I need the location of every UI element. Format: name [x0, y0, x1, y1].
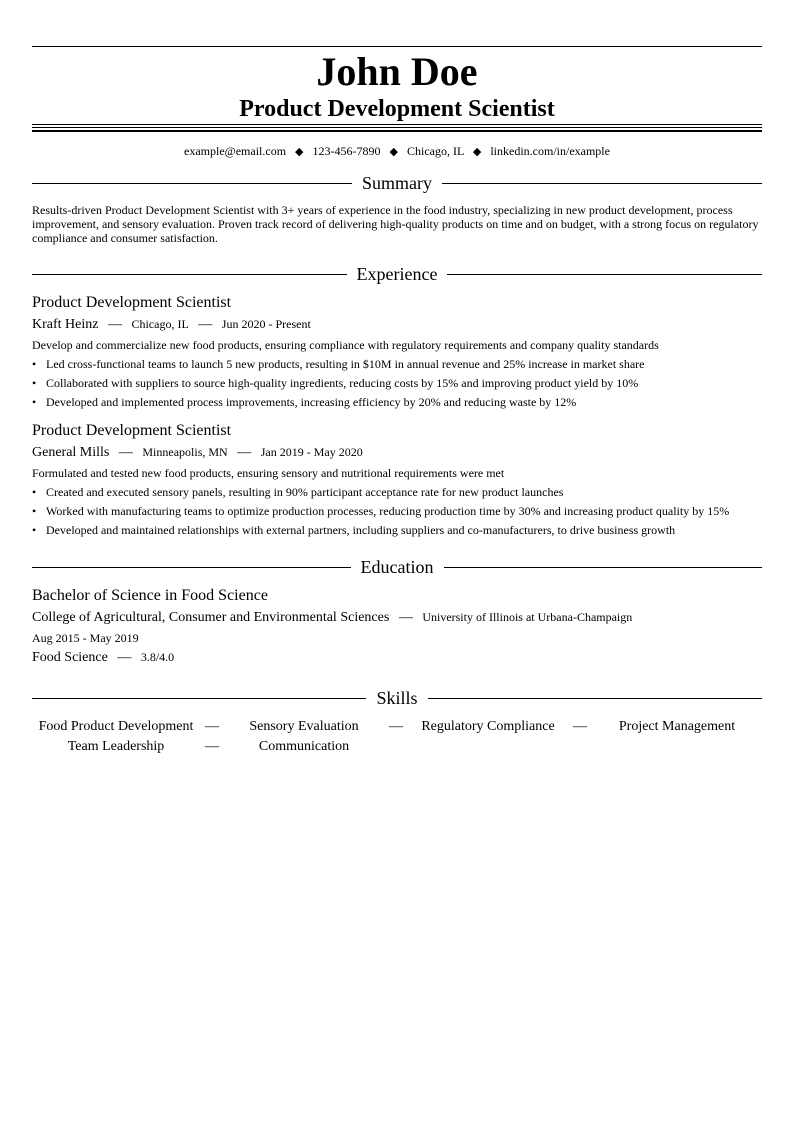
job-description: Develop and commercialize new food products, ensuring compliance with regulatory requirements and company quality standards	[32, 338, 659, 352]
job-bullets	[32, 356, 762, 410]
skill-item: Project Management	[618, 719, 736, 734]
bullet-icon: •	[32, 523, 37, 537]
dash-separator: —	[198, 317, 213, 332]
diamond-icon: ◆	[295, 146, 304, 158]
skill-item: Communication	[258, 739, 350, 754]
job-location: Chicago, IL	[131, 317, 189, 331]
bullet-text: Developed and implemented process improvements, increasing efficiency by 20% and reducing waste by 12%	[46, 395, 577, 409]
job-company: Kraft Heinz	[32, 317, 99, 332]
education-heading	[32, 556, 762, 578]
bullet-icon: •	[32, 485, 37, 499]
diamond-icon: ◆	[472, 146, 482, 158]
job-title: Product Development Scientist	[32, 422, 232, 439]
skill-item: Food Product Development	[38, 719, 194, 734]
job-meta	[32, 315, 762, 334]
job-entry	[32, 421, 762, 538]
job-location: Minneapolis, MN	[142, 445, 228, 459]
contact-phone[interactable]: 123-456-7890	[312, 144, 381, 158]
dash-separator: —	[237, 445, 252, 460]
bullet-icon: •	[32, 376, 37, 390]
dash-separator: —	[205, 739, 219, 754]
job-description: Formulated and tested new food products, ensuring sensory and nutritional requirements were met	[32, 466, 505, 480]
bullet-text: Collaborated with suppliers to source high-quality ingredients, reducing costs by 15% and improving product yield by 10%	[46, 376, 639, 390]
edu-school-line	[32, 608, 762, 627]
bullet-item	[32, 484, 762, 500]
skill-item: Regulatory Compliance	[421, 719, 555, 734]
diamond-icon: ◆	[389, 146, 398, 158]
summary-heading-label: Summary	[362, 173, 432, 193]
edu-university: University of Illinois at Urbana-Champaign	[422, 610, 633, 624]
dash-separator: —	[398, 610, 413, 625]
summary-heading	[32, 172, 762, 194]
job-meta	[32, 443, 762, 462]
skill-item: Sensory Evaluation	[249, 719, 359, 734]
education-heading-label: Education	[360, 557, 434, 577]
header-rules	[32, 124, 762, 132]
job-company: General Mills	[32, 445, 110, 460]
job-dates: Jun 2020 - Present	[221, 317, 311, 331]
skill-item: Team Leadership	[67, 739, 165, 754]
job-title: Product Development Scientist	[32, 294, 232, 311]
edu-major-line	[32, 648, 762, 667]
dash-separator: —	[205, 719, 219, 734]
dash-separator: —	[107, 317, 122, 332]
contact-email[interactable]: example@email.com	[184, 144, 287, 158]
edu-college: College of Agricultural, Consumer and Environmental Sciences	[32, 610, 390, 625]
bullet-text: Worked with manufacturing teams to optimize production processes, reducing production time by 30% and increasing product quality by 15%	[46, 504, 730, 518]
skills-heading-label: Skills	[376, 688, 418, 708]
job-dates: Jan 2019 - May 2020	[260, 445, 363, 459]
contact-line	[32, 143, 762, 160]
contact-linkedin[interactable]: linkedin.com/in/example	[490, 144, 610, 158]
edu-dates: Aug 2015 - May 2019	[32, 631, 139, 645]
contact-location: Chicago, IL	[406, 144, 464, 158]
bullet-item	[32, 375, 762, 391]
job-entry	[32, 293, 762, 410]
edu-major: Food Science	[32, 650, 108, 665]
skills-heading	[32, 687, 762, 709]
bullet-item	[32, 503, 762, 519]
bullet-text: Developed and maintained relationships with external partners, including suppliers and co-manufacturers, to drive business growth	[46, 523, 676, 537]
summary-text: Results-driven Product Development Scientist with 3+ years of experience in the food industry, specializing in new product development, process improvement, and sensory evaluation. Proven track record of delivering high-quality products on time and on budget, with a strong focus on regulatory compliance and consumer satisfaction.	[32, 203, 759, 245]
top-rule	[32, 46, 762, 47]
dash-separator: —	[573, 719, 587, 734]
bullet-item	[32, 394, 762, 410]
bullet-icon: •	[32, 504, 37, 518]
resume-page	[32, 46, 762, 757]
bullet-icon: •	[32, 357, 37, 371]
candidate-title: Product Development Scientist	[239, 96, 555, 122]
bullet-text: Led cross-functional teams to launch 5 new products, resulting in $10M in annual revenue and 25% increase in market share	[46, 357, 645, 371]
dash-separator: —	[389, 719, 403, 734]
dash-separator: —	[117, 650, 132, 665]
job-bullets	[32, 484, 762, 538]
experience-heading-label: Experience	[356, 264, 438, 284]
bullet-text: Created and executed sensory panels, resulting in 90% participant acceptance rate for new product launches	[46, 485, 564, 499]
skills-grid	[32, 717, 762, 757]
bullet-item	[32, 356, 762, 372]
edu-gpa: 3.8/4.0	[140, 650, 175, 664]
candidate-name: John Doe	[316, 49, 478, 94]
experience-heading	[32, 263, 762, 285]
dash-separator: —	[118, 445, 133, 460]
bullet-item	[32, 522, 762, 538]
edu-degree: Bachelor of Science in Food Science	[32, 587, 268, 604]
bullet-icon: •	[32, 395, 37, 409]
